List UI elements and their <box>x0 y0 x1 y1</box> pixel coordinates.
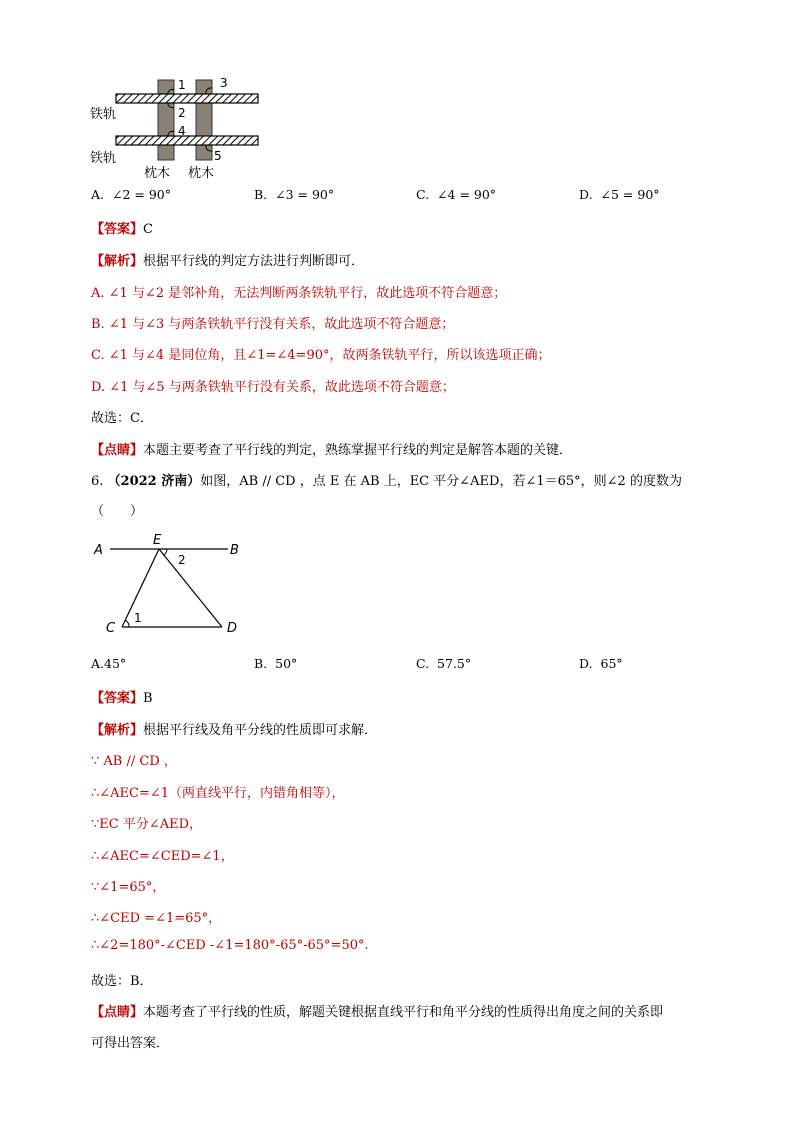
analysis-text: 根据平行线的判定方法进行判断即可． <box>143 254 365 269</box>
triangle-figure <box>92 532 252 638</box>
q5-conclusion: 故选：C． <box>91 411 153 426</box>
answer-value: C <box>143 222 153 237</box>
q5-option-d: D. ∠5 = 90° <box>579 187 660 202</box>
rail-bottom <box>116 136 258 145</box>
q6-option-d: D. 65° <box>579 656 623 671</box>
q6-number: 6. <box>91 474 104 489</box>
analysis-tag: 【解析】 <box>91 723 144 738</box>
q5-line-d: D. ∠1 与∠5 与两条铁轨平行没有关系，故此选项不符合题意； <box>91 380 455 395</box>
analysis-tag: 【解析】 <box>91 254 144 269</box>
q5-line-a: A. ∠1 与∠2 是邻补角，无法判断两条铁轨平行，故此选项不符合题意； <box>91 286 507 301</box>
angle-label-2: 2 <box>178 106 186 120</box>
comment-text: 本题考查了平行线的性质，解题关键根据直线平行和角平分线的性质得出角度之间的关系即 <box>143 1005 664 1020</box>
q5-line-b: B. ∠1 与∠3 与两条铁轨平行没有关系，故此选项不符合题意； <box>91 317 455 332</box>
q6-conclusion: 故选：B． <box>91 974 153 989</box>
answer-value: B <box>143 691 153 706</box>
q5-option-b: B. ∠3 = 90° <box>254 187 335 202</box>
point-d: D <box>227 621 238 636</box>
point-c: C <box>106 621 116 636</box>
analysis-text: 根据平行线及角平分线的性质即可求解． <box>143 723 378 738</box>
q6-answer <box>91 687 153 706</box>
q6-paren: （ ） <box>91 504 144 519</box>
rail-label-top: 铁轨 <box>90 107 117 122</box>
q5-line-c: C. ∠1 与∠4 是同位角，且∠1=∠4=90°，故两条铁轨平行，所以该选项正确； <box>91 348 551 363</box>
angle-label-5: 5 <box>214 149 222 163</box>
q6-step-3: ∵EC 平分∠AED， <box>91 817 203 832</box>
q5-comment <box>91 439 572 458</box>
comment-tag: 【点睛】 <box>91 443 144 458</box>
sleeper-label-left: 枕木 <box>144 166 171 181</box>
q5-answer <box>91 218 153 237</box>
comment-tag: 【点睛】 <box>91 1005 144 1020</box>
q5-option-c: C. ∠4 = 90° <box>416 187 497 202</box>
q6-option-c: C. 57.5° <box>416 656 472 671</box>
q5-option-a: A. ∠2 = 90° <box>91 187 171 202</box>
rail-label-bottom: 铁轨 <box>90 151 117 166</box>
q6-step-5: ∵∠1=65°， <box>91 880 166 895</box>
angle-label-1: 1 <box>178 78 186 92</box>
comment-text: 本题主要考查了平行线的判定，熟练掌握平行线的判定是解答本题的关键． <box>143 443 573 458</box>
q6-source: （2022 济南） <box>107 474 201 489</box>
angle-label-3: 3 <box>220 76 228 90</box>
q6-step-2: ∴∠AEC=∠1（两直线平行，内错角相等）， <box>91 786 345 801</box>
q6-stem-text: 如图，AB // CD ，点 E 在 AB 上，EC 平分∠AED，若∠1＝65°，则∠2 的度数为 <box>200 474 682 489</box>
q6-step-7: ∴∠2=180°-∠CED -∠1=180°-65°-65°=50°. <box>91 938 369 953</box>
sleeper-right <box>196 80 212 160</box>
sleeper-left <box>158 80 174 160</box>
q6-analysis <box>91 719 377 738</box>
angle-label-2: 2 <box>178 553 186 567</box>
q6-option-b: B. 50° <box>254 656 298 671</box>
q6-step-1: ∵ AB // CD ， <box>91 754 177 769</box>
answer-tag: 【答案】 <box>91 222 144 237</box>
angle-label-1: 1 <box>134 611 142 625</box>
rail-figure <box>88 74 268 186</box>
answer-tag: 【答案】 <box>91 691 144 706</box>
sleeper-label-right: 枕木 <box>188 166 215 181</box>
point-e: E <box>153 533 162 548</box>
q6-stem <box>91 470 682 489</box>
point-a: A <box>94 543 103 558</box>
q6-comment-cont: 可得出答案． <box>91 1036 170 1051</box>
q6-option-a: A.45° <box>91 656 127 671</box>
q6-step-4: ∴∠AEC=∠CED=∠1， <box>91 849 234 864</box>
rail-top <box>116 94 258 103</box>
segment-ed <box>159 549 222 627</box>
angle-label-4: 4 <box>178 124 186 138</box>
q6-step-6: ∴∠CED =∠1=65°， <box>91 911 222 926</box>
q5-analysis <box>91 250 364 269</box>
point-b: B <box>230 543 239 558</box>
q6-comment <box>91 1001 663 1020</box>
